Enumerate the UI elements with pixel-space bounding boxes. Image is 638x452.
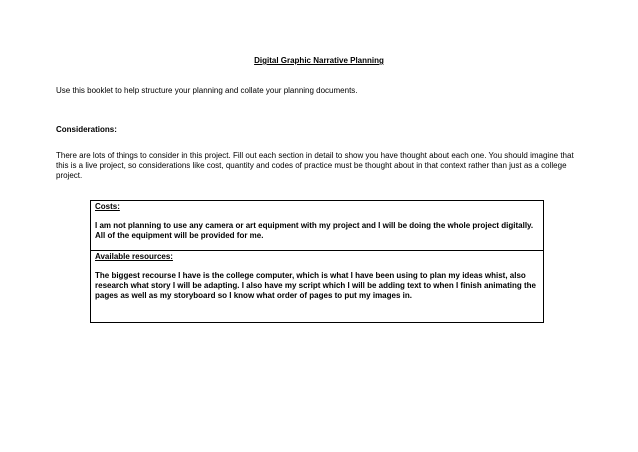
resources-body: The biggest recourse I have is the college computer, which is what I have been using to plan my ideas whist, also research what story I will be adapting. I also have my script which I will be adding text to when I finish animating the pages as well as my storyboard so I know what order of pages to put my images in. xyxy=(95,271,536,300)
resources-section xyxy=(91,250,543,322)
costs-section xyxy=(91,201,543,250)
planning-table xyxy=(90,200,544,323)
intro-text: Use this booklet to help structure your planning and collate your planning documents. xyxy=(56,86,358,95)
considerations-body: There are lots of things to consider in this project. Fill out each section in detail to show you have thought about each one. You should imagine that this is a live project, so considerations like cost, quantity and codes of practice must be thought about in that context rather than just as a college project. xyxy=(56,151,574,180)
resources-heading: Available resources: xyxy=(95,252,173,261)
considerations-heading: Considerations: xyxy=(56,125,117,134)
page-title: Digital Graphic Narrative Planning xyxy=(254,56,384,65)
costs-body: I am not planning to use any camera or art equipment with my project and I will be doing the whole project digitally. All of the equipment will be provided for me. xyxy=(95,221,534,240)
costs-heading: Costs: xyxy=(95,202,120,211)
